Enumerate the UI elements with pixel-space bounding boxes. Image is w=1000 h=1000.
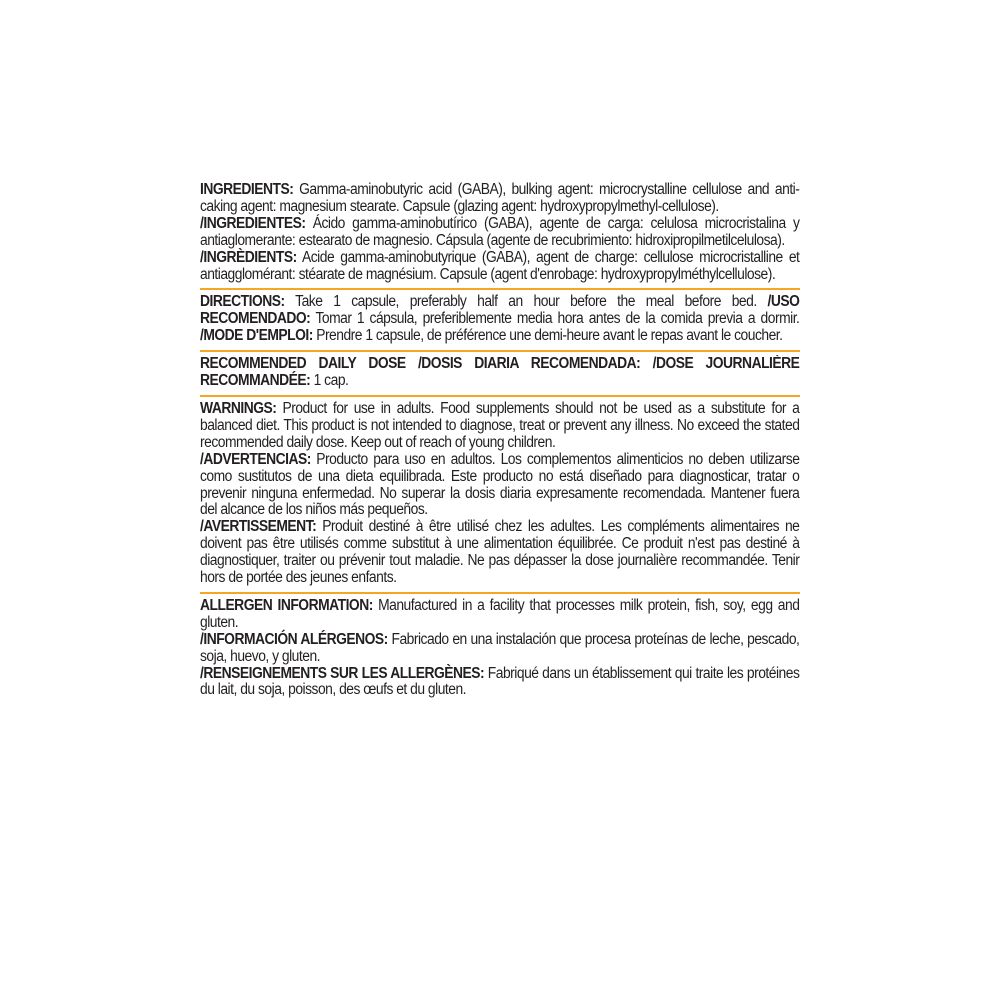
directions-fr-label: /MODE D'EMPLOI: [200, 327, 313, 345]
allergens-en-label: ALLERGEN INFORMATION: [200, 596, 373, 614]
ingredients-es [200, 216, 799, 250]
product-label [200, 182, 800, 699]
warnings-fr-text: Produit destiné à être utilisé chez les adultes. Les compléments alimentaires ne doivent pas être utilisés comme substitut à une alimentation équilibrée. Ce produit n'est pas destiné à diagnostiquer, traiter ou prévenir tout maladie. Ne pas dépasser la dose journalière recommandée. Tenir hors de portée des jeunes enfants. [200, 518, 800, 587]
allergens-fr-text: Fabriqué dans un établissement qui traite les protéines du lait, du soja, poisson, des œufs et du gluten. [200, 664, 800, 699]
dose-label: RECOMMENDED DAILY DOSE /DOSIS DIARIA RECOMENDADA: /DOSE JOURNALIÈRE RECOMMANDÉE: [200, 355, 800, 390]
warnings-fr-label: /AVERTISSEMENT: [200, 518, 317, 536]
dose-value: 1 cap. [313, 372, 349, 390]
warnings-es [200, 452, 799, 520]
warnings-en [200, 401, 799, 452]
ingredients-fr-label: /INGRÈDIENTS: [200, 248, 297, 266]
warnings-es-text: Producto para uso en adultos. Los complementos alimenticios no deben utilizarse como sustitutos de una dieta equilibrada. Este producto no está diseñado para diagnosticar, tratar o prevenir ninguna enfermedad. No superar la dosis diaria expresamente recomendada. Mantener fuera del alcance de los niños más pequeños. [200, 450, 800, 519]
allergens-fr [200, 666, 799, 700]
allergens-en [200, 598, 799, 632]
directions-en-text: Take 1 capsule, preferably half an hour before the meal before bed. [295, 293, 757, 311]
warnings-es-label: /ADVERTENCIAS: [200, 450, 311, 468]
dose-section [200, 356, 799, 390]
allergens-es-label: /INFORMACIÓN ALÉRGENOS: [200, 630, 388, 648]
directions-en-label: DIRECTIONS: [200, 293, 285, 311]
allergens-es [200, 632, 799, 666]
section-divider [200, 350, 800, 352]
ingredients-es-label: /INGREDIENTES: [200, 214, 306, 232]
ingredients-en-label: INGREDIENTS: [200, 181, 294, 198]
section-divider [200, 395, 800, 397]
section-divider [200, 288, 800, 290]
ingredients-fr-text: Acide gamma-aminobutyrique (GABA), agent de charge: cellulose microcristalline et antiagglomérant: stéarate de magnésium. Capsule (agent d'enrobage: hydroxypropylméthylcellulose). [200, 248, 800, 283]
allergens-es-text: Fabricado en una instalación que procesa proteínas de leche, pescado, soja, huevo, y gluten. [200, 630, 800, 665]
ingredients-fr [200, 250, 799, 284]
allergens-fr-label: /RENSEIGNEMENTS SUR LES ALLERGÈNES: [200, 664, 485, 682]
ingredients-en [200, 182, 799, 216]
directions-text [200, 294, 799, 345]
directions-section [200, 294, 799, 345]
directions-fr-text: Prendre 1 capsule, de préférence une demi-heure avant le repas avant le coucher. [316, 327, 783, 345]
ingredients-es-text: Ácido gamma-aminobutírico (GABA), agente de carga: celulosa microcristalina y antiaglomerante: estearato de magnesio. Cápsula (agente de recubrimiento: hidroxipropilmetilcelulosa). [200, 214, 800, 249]
ingredients-en-text: Gamma-aminobutyric acid (GABA), bulking agent: microcrystalline cellulose and anti-caking agent: magnesium stearate. Capsule (glazing agent: hydroxypropylmethyl-cellulose). [200, 181, 800, 215]
warnings-fr [200, 519, 799, 587]
allergens-section [200, 598, 799, 699]
directions-es-label: /USO RECOMENDADO: [200, 293, 800, 328]
warnings-en-text: Product for use in adults. Food supplements should not be used as a substitute for a balanced diet. This product is not intended to diagnose, treat or prevent any illness. No exceed the stated recommended daily dose. Keep out of reach of young children. [200, 399, 800, 451]
ingredients-section [200, 182, 799, 283]
warnings-en-label: WARNINGS: [200, 399, 277, 417]
warnings-section [200, 401, 799, 587]
directions-es-text: Tomar 1 cápsula, preferiblemente media hora antes de la comida previa a dormir. [315, 310, 800, 328]
allergens-en-text: Manufactured in a facility that processes milk protein, fish, soy, egg and gluten. [200, 596, 800, 631]
dose-text [200, 356, 799, 390]
section-divider [200, 592, 800, 594]
